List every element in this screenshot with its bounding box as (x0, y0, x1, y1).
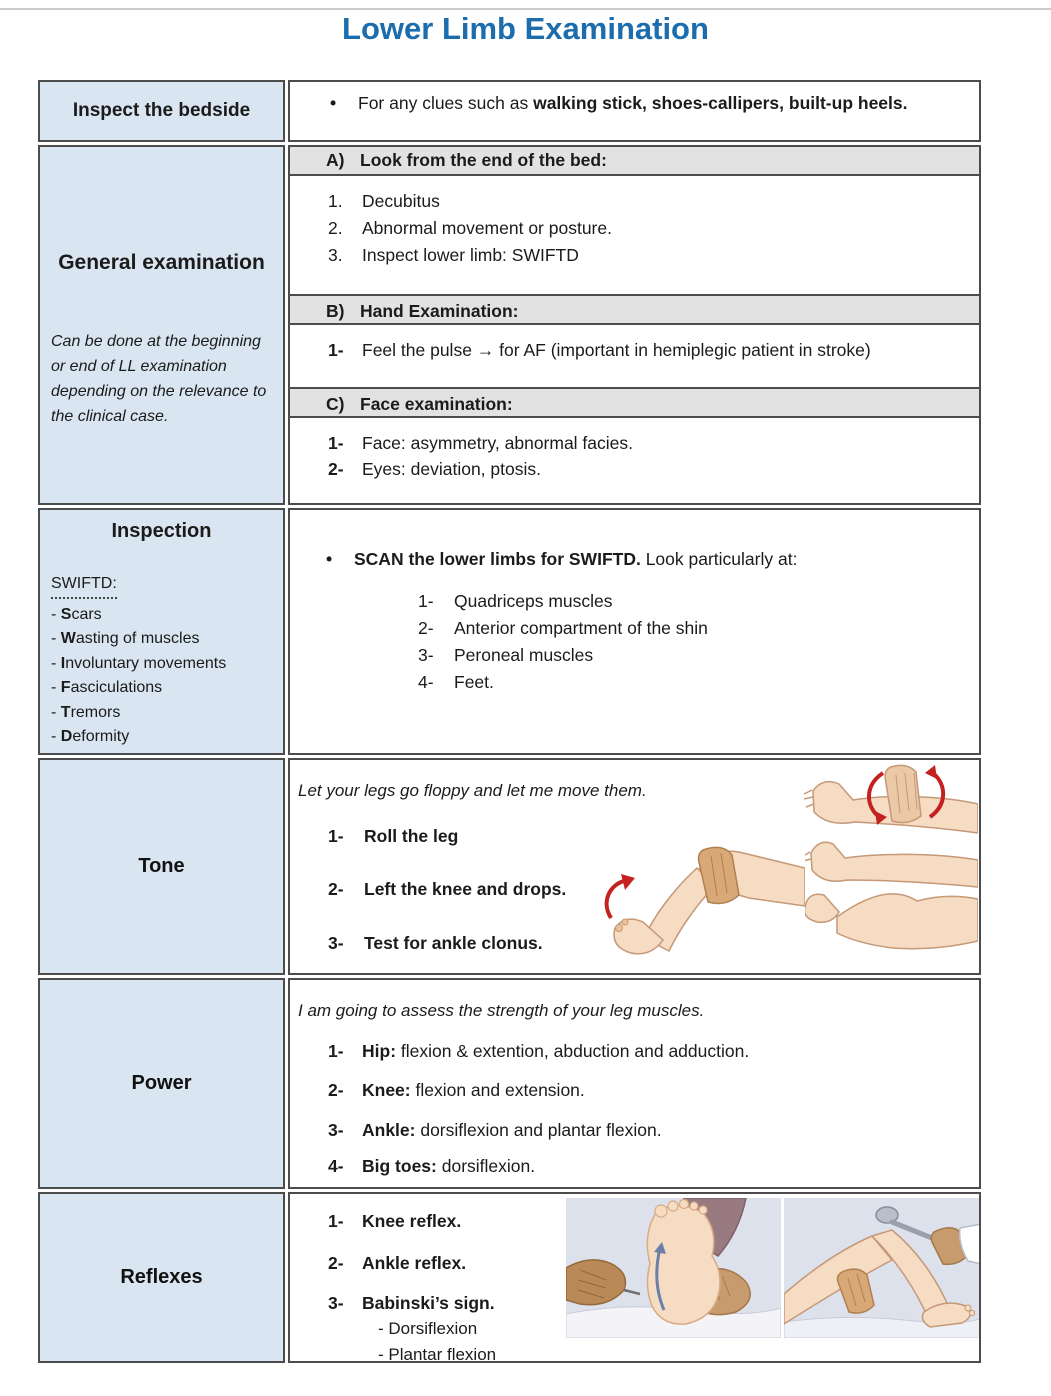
row-tone-content-cell (288, 758, 981, 975)
section-c-label: C) (326, 394, 345, 414)
list-number: 3- (328, 1120, 344, 1140)
list-item: Babinski’s sign. (362, 1293, 495, 1313)
list-number: 1- (328, 1041, 344, 1061)
list-item: Quadriceps muscles (454, 591, 613, 611)
list-number: 1. (328, 191, 343, 211)
list-item: Inspect lower limb: SWIFTD (362, 245, 579, 265)
list-item: Anterior compartment of the shin (454, 618, 708, 638)
list-item: Feel the pulse → for AF (important in hemiplegic patient in stroke) (362, 340, 871, 360)
row-reflexes-content-cell (288, 1192, 981, 1363)
swiftd-acronym: SWIFTD: (51, 572, 117, 599)
list-item: Hip: flexion & extention, abduction and adduction. (362, 1041, 750, 1061)
list-number: 1- (418, 591, 434, 611)
section-b-title: Hand Examination: (360, 301, 519, 321)
list-number: 1- (328, 433, 344, 453)
list-number: 3- (418, 645, 434, 665)
list-number: 3- (328, 933, 344, 953)
row-general-content-cell (288, 145, 981, 505)
scan-bold: SCAN the lower limbs for SWIFTD. (354, 549, 641, 569)
swiftd-item: - Wasting of muscles (51, 630, 200, 647)
list-item: Ankle reflex. (362, 1253, 467, 1273)
row-inspection-header-cell (38, 508, 285, 755)
list-item: Big toes: dorsiflexion. (362, 1156, 536, 1176)
tone-intro: Let your legs go floppy and let me move them. (298, 781, 647, 800)
bedside-lead: For any clues such as (358, 93, 534, 113)
list-item: Decubitus (362, 191, 440, 211)
section-b-band (290, 294, 979, 325)
list-number: 2. (328, 218, 343, 238)
row-power-content-cell (288, 978, 981, 1189)
section-c-band (290, 387, 979, 418)
row-tone-header-cell (38, 758, 285, 975)
leg-roll-and-lift-illustration (795, 761, 978, 972)
top-divider (0, 8, 1051, 10)
list-item: Feet. (454, 672, 494, 692)
swiftd-item: - Involuntary movements (51, 654, 227, 672)
row-inspection-content-cell (288, 508, 981, 755)
power-intro: I am going to assess the strength of your leg muscles. (298, 1001, 705, 1020)
row-general-header-cell (38, 145, 285, 505)
scan-line (354, 548, 797, 570)
section-b-label: B) (326, 301, 345, 321)
list-number: 3. (328, 245, 343, 265)
row-reflexes-header-cell (38, 1192, 285, 1363)
row-general-heading: General examination (58, 251, 265, 274)
row-general-note: Can be done at the beginning or end of LL examination depending on the relevance to the clinical case. (51, 333, 267, 425)
row-power-header-cell (38, 978, 285, 1189)
page-title: Lower Limb Examination (342, 11, 709, 46)
row-bedside-heading: Inspect the bedside (72, 100, 251, 121)
ankle-clonus-illustration (599, 836, 805, 969)
row-power-heading: Power (131, 1072, 192, 1094)
list-number: 2- (328, 879, 344, 899)
list-item: Knee reflex. (362, 1211, 462, 1231)
list-item: Ankle: dorsiflexion and plantar flexion. (362, 1120, 662, 1140)
bullet-icon: • (330, 93, 337, 113)
list-number: 2- (328, 459, 344, 479)
list-item: Eyes: deviation, ptosis. (362, 459, 541, 479)
babinski-sign-illustration (566, 1198, 781, 1338)
list-number: 1- (328, 826, 344, 846)
list-number: 3- (328, 1293, 344, 1313)
list-item: Peroneal muscles (454, 645, 594, 665)
list-number: 2- (328, 1253, 344, 1273)
list-item: Knee: flexion and extension. (362, 1080, 585, 1100)
section-a-label: A) (326, 150, 345, 170)
row-inspection-heading: Inspection (111, 520, 212, 542)
examination-table (38, 80, 981, 1363)
list-number: 4- (328, 1156, 344, 1176)
bedside-line (358, 92, 908, 114)
list-number: 1- (328, 340, 344, 360)
list-number: 2- (418, 618, 434, 638)
swiftd-legend (51, 572, 226, 750)
swiftd-item: - Tremors (51, 703, 121, 721)
section-c-title: Face examination: (360, 394, 513, 414)
list-item: Test for ankle clonus. (364, 933, 543, 953)
bedside-bold: walking stick, shoes-callipers, built-up heels. (533, 93, 908, 113)
list-item: Abnormal movement or posture. (362, 218, 612, 238)
list-number: 4- (418, 672, 434, 692)
swiftd-item: - Fasciculations (51, 679, 163, 696)
row-bedside-content-cell (288, 80, 981, 142)
section-a-band (290, 147, 979, 176)
list-item: Left the knee and drops. (364, 879, 567, 899)
swiftd-item: - Scars (51, 605, 102, 623)
bullet-icon: • (326, 549, 333, 569)
list-number: 2- (328, 1080, 344, 1100)
swiftd-item: - Deformity (51, 728, 130, 745)
list-item: Roll the leg (364, 826, 459, 846)
row-tone-heading: Tone (138, 855, 185, 877)
row-bedside-header-cell (38, 80, 285, 142)
row-reflexes-heading: Reflexes (120, 1266, 203, 1288)
list-item: Face: asymmetry, abnormal facies. (362, 433, 634, 453)
scan-rest: Look particularly at: (640, 549, 798, 569)
list-number: 1- (328, 1211, 344, 1231)
knee-reflex-illustration (784, 1198, 981, 1338)
sub-item: - Plantar flexion (378, 1345, 497, 1363)
sub-item: - Dorsiflexion (378, 1319, 478, 1338)
section-a-title: Look from the end of the bed: (360, 150, 607, 170)
